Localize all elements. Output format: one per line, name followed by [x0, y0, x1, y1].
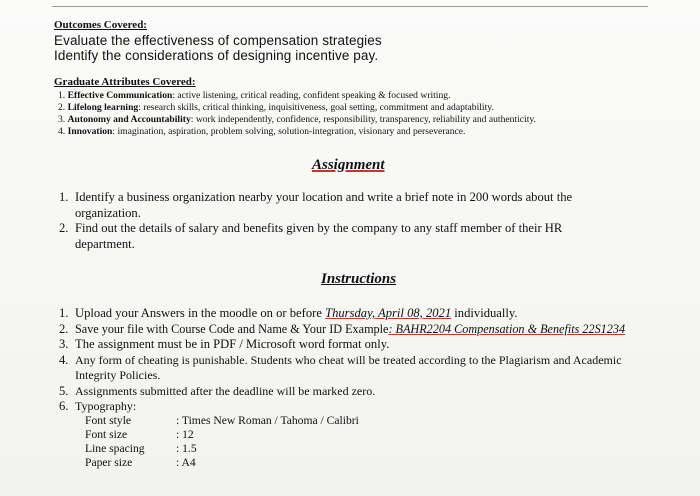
instruction-text: Assignments submitted after the deadline will be marked zero. [75, 384, 376, 398]
typography-label: Line spacing [85, 442, 145, 455]
typography-label: Font style [85, 414, 132, 427]
ga-item [58, 90, 450, 101]
instruction-num: 1. [59, 306, 69, 320]
ga-name: Lifelong learning [67, 102, 139, 113]
instruction-text: Save your file with Course Code and Name & Your ID Example [75, 322, 389, 336]
ga-desc: : research skills, critical thinking, inquisitiveness, goal setting, commitment and adaptability. [138, 102, 494, 113]
assignment-item-num: 1. [59, 190, 69, 204]
ga-item [58, 102, 494, 113]
ga-num: 2. [58, 102, 66, 113]
instruction-num: 6. [59, 399, 69, 413]
ga-item [58, 126, 465, 137]
instruction-text: Any form of cheating is punishable. Students who cheat will be treated according to the Plagiarism and Academic [75, 353, 622, 367]
ga-num: 1. [58, 90, 66, 101]
instruction-num: 5. [59, 384, 69, 398]
graduate-attributes-heading: Graduate Attributes Covered: [54, 76, 196, 88]
ga-name: Innovation [67, 126, 113, 137]
ga-name: Effective Communication [67, 90, 173, 101]
ga-desc: : work independently, confidence, responsibility, transparency, reliability and authenticity. [190, 114, 536, 125]
instruction-text: individually. [451, 306, 518, 320]
assignment-item-line: department. [75, 237, 135, 251]
assignment-item-line: organization. [75, 206, 141, 220]
typography-value: : Times New Roman / Tahoma / Calibri [176, 414, 359, 427]
top-rule [52, 6, 648, 7]
typography-value: : 12 [176, 428, 194, 441]
instruction-item [75, 306, 518, 321]
ga-num: 4. [58, 126, 66, 137]
typography-value: : A4 [176, 456, 196, 469]
ga-desc: : imagination, aspiration, problem solving, solution-integration, visionary and perseverance. [112, 126, 466, 137]
instruction-text: Upload your Answers in the moodle on or before [75, 306, 326, 320]
ga-item [58, 114, 536, 125]
assignment-title: Assignment [312, 157, 385, 173]
typography-label: Font size [85, 428, 128, 441]
filename-example: : BAHR2204 Compensation & Benefits 22S1234 [388, 322, 626, 336]
ga-desc: : active listening, critical reading, confident speaking & focused writing. [172, 90, 451, 101]
deadline-date: Thursday, April 08, 2021 [325, 306, 452, 320]
outcomes-heading: Outcomes Covered: [54, 19, 147, 31]
instructions-title: Instructions [321, 271, 397, 287]
typography-value: : 1.5 [176, 442, 197, 455]
assignment-item-line: Find out the details of salary and benefits given by the company to any staff member of their HR [75, 221, 563, 235]
instruction-item [75, 322, 625, 337]
outcome-line-2: Identify the considerations of designing incentive pay. [54, 48, 379, 63]
instruction-text: The assignment must be in PDF / Microsoft word format only. [75, 337, 390, 351]
instruction-text: Integrity Policies. [75, 368, 161, 382]
typography-label: Paper size [85, 456, 133, 469]
instruction-num: 2. [59, 322, 69, 336]
ga-name: Autonomy and Accountability [67, 114, 191, 125]
assignment-item-line: Identify a business organization nearby your location and write a brief note in 200 words about the [75, 190, 573, 204]
typography-heading: Typography: [75, 399, 137, 413]
assignment-item-num: 2. [59, 221, 69, 235]
instruction-num: 3. [59, 337, 69, 351]
instruction-num: 4. [59, 353, 69, 367]
outcome-line-1: Evaluate the effectiveness of compensation strategies [54, 33, 382, 48]
ga-num: 3. [58, 114, 66, 125]
